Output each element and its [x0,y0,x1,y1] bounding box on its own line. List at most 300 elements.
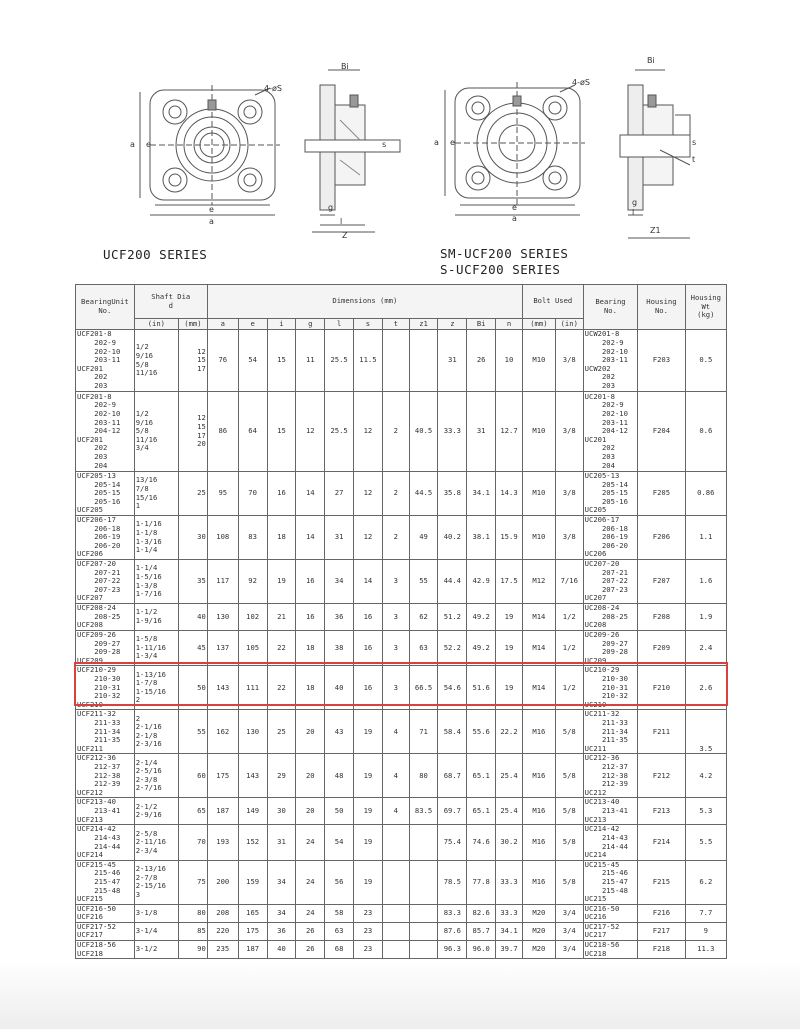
header-z1: z1 [409,319,438,330]
cell-a: 86 [207,392,238,472]
cell-i: 30 [267,798,296,825]
ucf200-front-view [140,85,280,215]
cell-wt: 7.7 [685,904,726,922]
cell-bearing: UCW201-8 202-9 202-10 203-11 UCW202 202 203 [583,330,638,392]
cell-n: 25.4 [496,798,523,825]
dim-bi-left: Bi [341,62,349,71]
cell-bolt-in: 3/8 [555,472,583,516]
cell-z: 40.2 [438,516,467,560]
cell-l: 40 [325,666,354,710]
cell-wt: 4.2 [685,754,726,798]
cell-e: 130 [238,710,267,754]
series-label-ucf200: UCF200 SERIES [103,247,208,262]
table-row [76,860,727,904]
cell-g: 24 [296,904,325,922]
cell-t [382,860,409,904]
cell-t: 4 [382,754,409,798]
cell-l: 34 [325,560,354,604]
cell-bearing: UC201-8 202-9 202-10 203-11 204-12 UC201 202 203 204 [583,392,638,472]
sm-ucf200-front-view [445,82,585,215]
cell-bolt-in: 1/2 [555,666,583,710]
cell-bearing: UC216-50 UC216 [583,904,638,922]
cell-s: 19 [354,860,383,904]
cell-bolt-mm: M20 [522,941,555,959]
dim-t-right: t [692,155,696,164]
table-row [76,631,727,666]
cell-wt: 3.5 [685,710,726,754]
table-row [76,666,727,710]
cell-i: 31 [267,825,296,860]
cell-bolt-mm: M20 [522,922,555,940]
cell-bolt-in: 3/8 [555,516,583,560]
cell-i: 34 [267,904,296,922]
cell-n: 19 [496,631,523,666]
cell-in: 1-1/16 1-1/8 1-3/16 1-1/4 [134,516,178,560]
cell-unit: UCF201-8 202-9 202-10 203-11 204-12 UCF201 202 203 204 [76,392,135,472]
cell-bolt-in: 5/8 [555,798,583,825]
cell-a: 187 [207,798,238,825]
cell-housing: F207 [638,560,685,604]
cell-t [382,330,409,392]
cell-n: 22.2 [496,710,523,754]
cell-a: 193 [207,825,238,860]
cell-housing: F217 [638,922,685,940]
cell-z1: 40.5 [409,392,438,472]
cell-z: 31 [438,330,467,392]
table-row [76,941,727,959]
cell-bi: 49.2 [467,631,496,666]
cell-s: 23 [354,922,383,940]
cell-z1: 49 [409,516,438,560]
cell-t: 2 [382,392,409,472]
cell-s: 11.5 [354,330,383,392]
cell-i: 18 [267,516,296,560]
cell-wt: 0.86 [685,472,726,516]
cell-i: 34 [267,860,296,904]
cell-z: 52.2 [438,631,467,666]
dim-z-left: Z [342,231,348,240]
cell-bolt-in: 3/8 [555,392,583,472]
table-row [76,604,727,631]
cell-l: 56 [325,860,354,904]
cell-mm: 50 [178,666,207,710]
header-mm: (mm) [178,319,207,330]
dim-g-right: g [632,198,638,207]
cell-l: 63 [325,922,354,940]
cell-bi: 77.8 [467,860,496,904]
dim-e-left: e [209,205,214,214]
cell-bi: 31 [467,392,496,472]
table-row [76,904,727,922]
cell-bearing: UC211-32 211-33 211-34 211-35 UC211 [583,710,638,754]
header-housing-wt: Housing Wt (kg) [685,285,726,330]
series-label-sm-ucf200: SM-UCF200 SERIES [440,246,569,261]
cell-s: 16 [354,666,383,710]
cell-bolt-mm: M14 [522,666,555,710]
cell-bi: 96.0 [467,941,496,959]
cell-a: 117 [207,560,238,604]
cell-g: 26 [296,922,325,940]
cell-t [382,941,409,959]
header-dimensions: Dimensions (mm) [207,285,522,319]
header-shaft-dia: Shaft Dia d [134,285,207,319]
dim-a-right-vertical: a [434,138,439,147]
cell-z1: 71 [409,710,438,754]
cell-unit: UCF213-40 213-41 UCF213 [76,798,135,825]
dim-e-right-vertical: e [450,138,455,147]
cell-n: 25.4 [496,754,523,798]
cell-g: 24 [296,825,325,860]
header-z: z [438,319,467,330]
cell-housing: F211 [638,710,685,754]
cell-a: 95 [207,472,238,516]
cell-a: 175 [207,754,238,798]
cell-e: 105 [238,631,267,666]
cell-bi: 42.9 [467,560,496,604]
header-a: a [207,319,238,330]
header-i: i [267,319,296,330]
cell-i: 29 [267,754,296,798]
cell-wt: 2.4 [685,631,726,666]
cell-bearing: UC210-29 210-30 210-31 210-32 UC210 [583,666,638,710]
cell-a: 76 [207,330,238,392]
cell-n: 39.7 [496,941,523,959]
cell-bi: 65.1 [467,798,496,825]
cell-housing: F215 [638,860,685,904]
cell-mm: 75 [178,860,207,904]
cell-bearing: UC209-26 209-27 209-28 UC209 [583,631,638,666]
cell-z1: 80 [409,754,438,798]
cell-wt: 0.6 [685,392,726,472]
table-row [76,392,727,472]
cell-housing: F208 [638,604,685,631]
cell-bi: 85.7 [467,922,496,940]
header-t: t [382,319,409,330]
cell-n: 33.3 [496,860,523,904]
cell-in: 1-1/2 1-9/16 [134,604,178,631]
cell-t: 3 [382,560,409,604]
cell-l: 54 [325,825,354,860]
cell-bolt-mm: M10 [522,516,555,560]
cell-t [382,904,409,922]
dim-e-right: e [512,203,517,212]
cell-in: 2-13/16 2-7/8 2-15/16 3 [134,860,178,904]
cell-z1 [409,904,438,922]
cell-g: 16 [296,560,325,604]
cell-bolt-in: 5/8 [555,860,583,904]
table-row [76,922,727,940]
cell-bolt-mm: M10 [522,392,555,472]
cell-unit: UCF206-17 206-18 206-19 206-20 UCF206 [76,516,135,560]
cell-bolt-in: 3/8 [555,330,583,392]
cell-l: 48 [325,754,354,798]
cell-z: 87.6 [438,922,467,940]
cell-bearing: UC213-40 213-41 UC213 [583,798,638,825]
cell-bolt-mm: M16 [522,710,555,754]
cell-bolt-mm: M12 [522,560,555,604]
cell-n: 34.1 [496,922,523,940]
cell-housing: F204 [638,392,685,472]
cell-t: 2 [382,516,409,560]
header-g: g [296,319,325,330]
cell-e: 54 [238,330,267,392]
cell-z1: 44.5 [409,472,438,516]
cell-bolt-in: 5/8 [555,825,583,860]
cell-mm: 80 [178,904,207,922]
cell-in: 2-5/8 2-11/16 2-3/4 [134,825,178,860]
cell-unit: UCF217-52 UCF217 [76,922,135,940]
cell-mm: 40 [178,604,207,631]
footer-shade [0,960,800,1029]
cell-l: 31 [325,516,354,560]
cell-mm: 35 [178,560,207,604]
cell-bi: 49.2 [467,604,496,631]
cell-e: 83 [238,516,267,560]
cell-in: 2-1/2 2-9/16 [134,798,178,825]
cell-g: 20 [296,754,325,798]
dim-l-left: l [340,217,343,226]
header-n: n [496,319,523,330]
cell-e: 165 [238,904,267,922]
cell-n: 12.7 [496,392,523,472]
cell-l: 25.5 [325,330,354,392]
cell-z: 35.8 [438,472,467,516]
cell-g: 14 [296,516,325,560]
dim-a-left: a [209,217,214,226]
cell-l: 43 [325,710,354,754]
cell-a: 108 [207,516,238,560]
dim-bi-right: Bi [647,56,655,65]
header-bolt-used: Bolt Used [522,285,583,319]
cell-l: 50 [325,798,354,825]
cell-in: 1-1/4 1-5/16 1-3/8 1-7/16 [134,560,178,604]
cell-bi: 26 [467,330,496,392]
cell-n: 10 [496,330,523,392]
cell-bolt-in: 3/4 [555,941,583,959]
cell-in: 2-1/4 2-5/16 2-3/8 2-7/16 [134,754,178,798]
cell-z: 58.4 [438,710,467,754]
cell-z: 96.3 [438,941,467,959]
cell-unit: UCF209-26 209-27 209-28 UCF209 [76,631,135,666]
cell-s: 19 [354,710,383,754]
cell-l: 27 [325,472,354,516]
cell-s: 12 [354,392,383,472]
table-row [76,798,727,825]
table-row [76,516,727,560]
cell-in: 1/2 9/16 5/8 11/16 [134,330,178,392]
cell-wt: 1.9 [685,604,726,631]
cell-bolt-mm: M16 [522,798,555,825]
cell-i: 40 [267,941,296,959]
cell-z: 75.4 [438,825,467,860]
header-bearing-unit: BearingUnit No. [76,285,135,330]
cell-in: 1/2 9/16 5/8 11/16 3/4 [134,392,178,472]
cell-wt: 6.2 [685,860,726,904]
table-row [76,330,727,392]
cell-a: 200 [207,860,238,904]
technical-drawings [0,0,800,285]
cell-bearing: UC208-24 208-25 UC208 [583,604,638,631]
cell-in: 3-1/2 [134,941,178,959]
cell-z1: 66.5 [409,666,438,710]
cell-t: 4 [382,798,409,825]
cell-z: 78.5 [438,860,467,904]
dim-a-left-vertical: a [130,140,135,149]
table-row [76,560,727,604]
cell-unit: UCF211-32 211-33 211-34 211-35 UCF211 [76,710,135,754]
cell-t: 3 [382,631,409,666]
header-s: s [354,319,383,330]
cell-t: 2 [382,472,409,516]
cell-bearing: UC206-17 206-18 206-19 206-20 UC206 [583,516,638,560]
cell-bolt-mm: M10 [522,472,555,516]
cell-unit: UCF216-50 UCF216 [76,904,135,922]
series-label-s-ucf200: S-UCF200 SERIES [440,262,561,277]
cell-bearing: UC212-36 212-37 212-38 212-39 UC212 [583,754,638,798]
cell-l: 58 [325,904,354,922]
bolt-holes-label-right: 4-øS [572,78,590,87]
cell-mm: 25 [178,472,207,516]
cell-wt: 9 [685,922,726,940]
cell-bearing: UC214-42 214-43 214-44 UC214 [583,825,638,860]
cell-n: 33.3 [496,904,523,922]
cell-wt: 1.1 [685,516,726,560]
cell-g: 11 [296,330,325,392]
cell-mm: 55 [178,710,207,754]
header-in: (in) [134,319,178,330]
cell-a: 208 [207,904,238,922]
cell-g: 12 [296,392,325,472]
cell-bolt-in: 7/16 [555,560,583,604]
cell-g: 18 [296,666,325,710]
cell-bolt-in: 1/2 [555,631,583,666]
cell-s: 19 [354,798,383,825]
spec-table-body [76,330,727,959]
cell-unit: UCF205-13 205-14 205-15 205-16 UCF205 [76,472,135,516]
cell-bi: 55.6 [467,710,496,754]
cell-wt: 0.5 [685,330,726,392]
cell-z1 [409,860,438,904]
cell-mm: 90 [178,941,207,959]
cell-l: 25.5 [325,392,354,472]
cell-housing: F218 [638,941,685,959]
cell-a: 137 [207,631,238,666]
cell-bolt-in: 1/2 [555,604,583,631]
cell-g: 16 [296,604,325,631]
spec-table [75,284,727,959]
cell-z1: 62 [409,604,438,631]
cell-z: 54.6 [438,666,467,710]
cell-a: 143 [207,666,238,710]
cell-i: 36 [267,922,296,940]
cell-n: 15.9 [496,516,523,560]
cell-z1 [409,330,438,392]
cell-l: 36 [325,604,354,631]
cell-g: 14 [296,472,325,516]
cell-bearing: UC215-45 215-46 215-47 215-48 UC215 [583,860,638,904]
cell-housing: F203 [638,330,685,392]
cell-bolt-in: 3/4 [555,904,583,922]
sm-ucf200-side-view [620,70,690,238]
cell-mm: 12 15 17 [178,330,207,392]
cell-unit: UCF207-20 207-21 207-22 207-23 UCF207 [76,560,135,604]
cell-z1 [409,922,438,940]
cell-i: 15 [267,330,296,392]
cell-housing: F214 [638,825,685,860]
cell-l: 38 [325,631,354,666]
cell-z1: 55 [409,560,438,604]
cell-s: 12 [354,472,383,516]
cell-n: 17.5 [496,560,523,604]
cell-bearing: UC217-52 UC217 [583,922,638,940]
cell-a: 220 [207,922,238,940]
cell-housing: F213 [638,798,685,825]
cell-wt: 1.6 [685,560,726,604]
dim-l-right: l [632,208,635,217]
cell-n: 19 [496,666,523,710]
cell-bearing: UC207-20 207-21 207-22 207-23 UC207 [583,560,638,604]
cell-g: 24 [296,860,325,904]
cell-unit: UCF215-45 215-46 215-47 215-48 UCF215 [76,860,135,904]
cell-i: 15 [267,392,296,472]
cell-in: 1-13/16 1-7/8 1-15/16 2 [134,666,178,710]
cell-housing: F212 [638,754,685,798]
cell-bi: 34.1 [467,472,496,516]
cell-housing: F210 [638,666,685,710]
cell-e: 92 [238,560,267,604]
cell-t: 3 [382,604,409,631]
cell-n: 19 [496,604,523,631]
cell-i: 22 [267,666,296,710]
cell-g: 26 [296,941,325,959]
cell-wt: 5.3 [685,798,726,825]
cell-bolt-in: 5/8 [555,754,583,798]
cell-z: 83.3 [438,904,467,922]
header-e: e [238,319,267,330]
cell-i: 19 [267,560,296,604]
cell-in: 2 2-1/16 2-1/8 2-3/16 [134,710,178,754]
cell-bolt-in: 5/8 [555,710,583,754]
table-row [76,472,727,516]
cell-e: 187 [238,941,267,959]
cell-in: 3-1/4 [134,922,178,940]
cell-a: 162 [207,710,238,754]
cell-e: 143 [238,754,267,798]
cell-bearing: UC218-56 UC218 [583,941,638,959]
cell-mm: 85 [178,922,207,940]
cell-s: 23 [354,904,383,922]
cell-in: 1-5/8 1-11/16 1-3/4 [134,631,178,666]
cell-e: 111 [238,666,267,710]
dim-g-left: g [328,203,334,212]
cell-unit: UCF210-29 210-30 210-31 210-32 UCF210 [76,666,135,710]
cell-bolt-mm: M16 [522,860,555,904]
bolt-holes-label-left: 4-øS [264,84,282,93]
cell-bolt-in: 3/4 [555,922,583,940]
cell-g: 18 [296,631,325,666]
cell-a: 130 [207,604,238,631]
cell-mm: 30 [178,516,207,560]
cell-i: 25 [267,710,296,754]
cell-in: 3-1/8 [134,904,178,922]
cell-mm: 45 [178,631,207,666]
cell-z: 44.4 [438,560,467,604]
header-l: l [325,319,354,330]
cell-unit: UCF218-56 UCF218 [76,941,135,959]
cell-bolt-mm: M14 [522,631,555,666]
cell-n: 14.3 [496,472,523,516]
cell-g: 20 [296,710,325,754]
